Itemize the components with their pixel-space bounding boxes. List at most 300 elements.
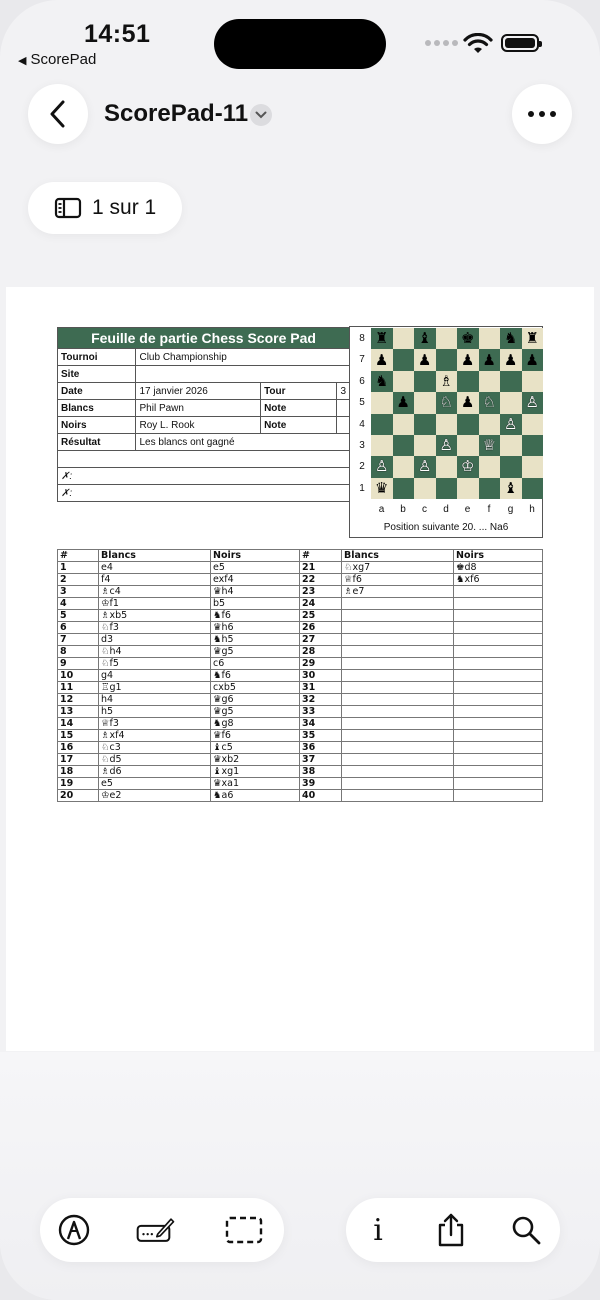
chess-piece: ♚ <box>461 329 475 348</box>
chevron-down-icon <box>255 111 267 119</box>
sidebar-icon <box>54 197 82 219</box>
move-cell <box>342 790 454 802</box>
move-number: 8 <box>58 646 99 658</box>
file-label: d <box>443 504 449 515</box>
move-cell <box>454 658 543 670</box>
chess-piece: ♝ <box>418 329 432 348</box>
wifi-icon <box>463 33 493 55</box>
move-cell: ♛xb2 <box>211 754 300 766</box>
moves-header: Blancs <box>342 550 454 562</box>
move-cell: ♘f5 <box>99 658 211 670</box>
move-cell: ♞g8 <box>211 718 300 730</box>
move-cell <box>342 622 454 634</box>
move-cell: ♕f3 <box>99 718 211 730</box>
board-square-e7 <box>457 349 479 370</box>
move-cell: ♘h4 <box>99 646 211 658</box>
move-row <box>58 634 543 646</box>
move-number: 18 <box>58 766 99 778</box>
move-cell: ♕f6 <box>342 574 454 586</box>
share-icon <box>436 1212 466 1248</box>
move-cell <box>454 742 543 754</box>
markup-pen-icon <box>57 1213 91 1247</box>
board-square-f4 <box>479 414 501 435</box>
move-number: 24 <box>300 598 342 610</box>
info-extra-value <box>337 400 350 417</box>
board-square-d8 <box>436 328 458 349</box>
info-value: Phil Pawn <box>136 400 261 417</box>
board-square-h1 <box>522 478 544 499</box>
moves-header: Noirs <box>211 550 300 562</box>
move-cell <box>342 610 454 622</box>
chess-piece: ♕ <box>482 436 496 455</box>
chess-piece: ♟ <box>418 350 432 369</box>
move-cell: e4 <box>99 562 211 574</box>
move-cell <box>454 718 543 730</box>
back-to-app-link[interactable] <box>18 51 96 68</box>
move-row <box>58 754 543 766</box>
move-cell <box>342 778 454 790</box>
move-cell: ♝c5 <box>211 742 300 754</box>
move-cell: ♞a6 <box>211 790 300 802</box>
file-label: f <box>487 504 491 515</box>
board-square-c8 <box>414 328 436 349</box>
move-cell: b5 <box>211 598 300 610</box>
board-square-d6 <box>436 371 458 392</box>
move-cell <box>454 682 543 694</box>
board-square-e1 <box>457 478 479 499</box>
move-number: 30 <box>300 670 342 682</box>
move-number: 31 <box>300 682 342 694</box>
move-cell: ♛g5 <box>211 706 300 718</box>
board-square-a5 <box>371 392 393 413</box>
board-square-g8 <box>500 328 522 349</box>
move-cell: ♞f6 <box>211 670 300 682</box>
info-label: Date <box>58 383 136 400</box>
move-row <box>58 562 543 574</box>
document-page <box>6 287 594 1051</box>
move-cell: ♛g6 <box>211 694 300 706</box>
move-number: 16 <box>58 742 99 754</box>
move-cell: c6 <box>211 658 300 670</box>
move-cell <box>342 766 454 778</box>
markup-button[interactable] <box>54 1212 94 1248</box>
info-extra-value: 3 <box>337 383 350 400</box>
move-cell <box>454 706 543 718</box>
board-square-c5 <box>414 392 436 413</box>
info-value: Roy L. Rook <box>136 417 261 434</box>
move-cell: f4 <box>99 574 211 586</box>
file-label: e <box>464 504 471 515</box>
select-area-button[interactable] <box>224 1212 264 1248</box>
move-number: 40 <box>300 790 342 802</box>
move-cell <box>342 598 454 610</box>
chess-piece: ♟ <box>461 393 475 412</box>
board-square-d1 <box>436 478 458 499</box>
blank-row <box>58 451 350 468</box>
rank-label: 6 <box>359 375 365 387</box>
move-cell <box>454 730 543 742</box>
move-cell: cxb5 <box>211 682 300 694</box>
move-cell <box>454 694 543 706</box>
move-cell: ♘d5 <box>99 754 211 766</box>
move-cell <box>454 646 543 658</box>
board-square-h3 <box>522 435 544 456</box>
back-button[interactable] <box>28 84 88 144</box>
move-row <box>58 706 543 718</box>
move-cell: ♘xg7 <box>342 562 454 574</box>
back-triangle-icon: ◀ <box>18 55 27 67</box>
move-number: 35 <box>300 730 342 742</box>
move-cell: ♗xf4 <box>99 730 211 742</box>
file-label: g <box>507 504 514 515</box>
move-number: 23 <box>300 586 342 598</box>
rank-label: 4 <box>359 418 365 430</box>
board-square-a4 <box>371 414 393 435</box>
board-square-d5 <box>436 392 458 413</box>
move-row <box>58 682 543 694</box>
chess-board <box>371 328 543 499</box>
board-square-d7 <box>436 349 458 370</box>
info-value: Les blancs ont gagné <box>136 434 350 451</box>
select-area-icon <box>225 1215 263 1245</box>
board-square-e6 <box>457 371 479 392</box>
board-square-g6 <box>500 371 522 392</box>
move-cell: ♗xb5 <box>99 610 211 622</box>
board-square-g3 <box>500 435 522 456</box>
move-cell <box>454 766 543 778</box>
move-cell: h4 <box>99 694 211 706</box>
rank-label: 3 <box>359 440 365 451</box>
move-cell: e5 <box>99 778 211 790</box>
info-label: Résultat <box>58 434 136 451</box>
move-row <box>58 610 543 622</box>
rank-label: 8 <box>359 333 365 344</box>
signature-button[interactable] <box>136 1212 176 1248</box>
move-row <box>58 658 543 670</box>
move-row <box>58 766 543 778</box>
move-cell <box>454 778 543 790</box>
more-button[interactable] <box>512 84 572 144</box>
rank-label: 5 <box>359 397 365 409</box>
chess-piece: ♝ <box>504 478 518 497</box>
move-cell: ♗d6 <box>99 766 211 778</box>
info-extra-label: Note <box>261 417 337 434</box>
board-square-e4 <box>457 414 479 435</box>
move-number: 6 <box>58 622 99 634</box>
board-square-e5 <box>457 392 479 413</box>
battery-icon <box>501 34 539 52</box>
board-square-d4 <box>436 414 458 435</box>
move-cell: ♔e2 <box>99 790 211 802</box>
chess-piece: ♟ <box>375 350 389 369</box>
move-cell: g4 <box>99 670 211 682</box>
move-number: 14 <box>58 718 99 730</box>
board-square-f6 <box>479 371 501 392</box>
moves-header: Blancs <box>99 550 211 562</box>
board-square-c4 <box>414 414 436 435</box>
board-square-a7 <box>371 349 393 370</box>
move-cell <box>342 634 454 646</box>
move-number: 10 <box>58 670 99 682</box>
move-row <box>58 670 543 682</box>
info-icon: i <box>373 1212 383 1248</box>
info-value: Club Championship <box>136 349 350 366</box>
info-label: Tournoi <box>58 349 136 366</box>
moves-table <box>57 549 543 802</box>
chess-piece: ♔ <box>461 457 475 476</box>
moves-header: # <box>300 550 342 562</box>
move-number: 20 <box>58 790 99 802</box>
move-cell <box>454 622 543 634</box>
status-time: 14:51 <box>84 20 151 48</box>
move-cell <box>454 790 543 802</box>
info-value <box>136 366 350 383</box>
board-square-h2 <box>522 456 544 477</box>
move-cell <box>342 682 454 694</box>
info-extra-value <box>337 417 350 434</box>
move-cell: ♔f1 <box>99 598 211 610</box>
board-square-g4 <box>500 414 522 435</box>
move-cell <box>454 634 543 646</box>
board-square-c6 <box>414 371 436 392</box>
board-square-c7 <box>414 349 436 370</box>
chess-piece: ♙ <box>418 457 432 476</box>
board-square-b2 <box>393 456 415 477</box>
move-cell: ♞h5 <box>211 634 300 646</box>
move-row <box>58 730 543 742</box>
move-number: 39 <box>300 778 342 790</box>
board-square-c3 <box>414 435 436 456</box>
board-square-d3 <box>436 435 458 456</box>
chess-piece: ♘ <box>439 393 453 412</box>
move-cell: ♛xa1 <box>211 778 300 790</box>
game-info-table <box>57 327 350 502</box>
move-number: 5 <box>58 610 99 622</box>
move-number: 22 <box>300 574 342 586</box>
board-square-f5 <box>479 392 501 413</box>
chess-piece: ♗ <box>439 371 453 390</box>
rank-label: 7 <box>359 354 365 366</box>
move-number: 25 <box>300 610 342 622</box>
move-cell: d3 <box>99 634 211 646</box>
sheet-title: Feuille de partie Chess Score Pad <box>58 328 350 349</box>
move-number: 2 <box>58 574 99 586</box>
page-indicator-label: 1 sur 1 <box>92 196 157 219</box>
info-extra-label: Note <box>261 400 337 417</box>
board-square-d2 <box>436 456 458 477</box>
chess-piece: ♙ <box>525 393 539 412</box>
moves-body <box>58 562 543 802</box>
toolbar-area <box>0 1052 600 1300</box>
move-cell: h5 <box>99 706 211 718</box>
move-cell <box>342 646 454 658</box>
board-square-a8 <box>371 328 393 349</box>
move-row <box>58 646 543 658</box>
signature-line: ✗: <box>58 468 350 485</box>
board-square-g7 <box>500 349 522 370</box>
info-label: Blancs <box>58 400 136 417</box>
board-square-h4 <box>522 414 544 435</box>
move-number: 28 <box>300 646 342 658</box>
move-number: 29 <box>300 658 342 670</box>
move-number: 3 <box>58 586 99 598</box>
move-cell <box>342 694 454 706</box>
chess-piece: ♛ <box>375 478 389 497</box>
move-number: 38 <box>300 766 342 778</box>
board-square-b1 <box>393 478 415 499</box>
move-row <box>58 622 543 634</box>
board-square-b4 <box>393 414 415 435</box>
info-value: 17 janvier 2026 <box>136 383 261 400</box>
moves-header: Noirs <box>454 550 543 562</box>
move-number: 15 <box>58 730 99 742</box>
board-square-g2 <box>500 456 522 477</box>
board-square-a1 <box>371 478 393 499</box>
rank-label: 1 <box>359 482 365 494</box>
move-cell <box>342 754 454 766</box>
move-number: 36 <box>300 742 342 754</box>
chess-piece: ♙ <box>504 414 518 433</box>
board-square-b6 <box>393 371 415 392</box>
move-row <box>58 778 543 790</box>
move-cell: ♗e7 <box>342 586 454 598</box>
board-square-g5 <box>500 392 522 413</box>
chess-piece: ♙ <box>439 436 453 455</box>
board-square-c2 <box>414 456 436 477</box>
chess-piece: ♟ <box>504 350 518 369</box>
share-button[interactable] <box>431 1212 471 1248</box>
board-square-h8 <box>522 328 544 349</box>
move-number: 4 <box>58 598 99 610</box>
board-square-h5 <box>522 392 544 413</box>
move-cell: ♛f6 <box>211 730 300 742</box>
move-cell <box>454 598 543 610</box>
info-extra-label: Tour <box>261 383 337 400</box>
board-square-e2 <box>457 456 479 477</box>
signature-line: ✗: <box>58 485 350 502</box>
move-number: 1 <box>58 562 99 574</box>
chess-piece: ♞ <box>375 371 389 390</box>
move-cell <box>342 742 454 754</box>
move-row <box>58 598 543 610</box>
move-number: 17 <box>58 754 99 766</box>
file-label: h <box>529 504 535 515</box>
move-cell: ♘c3 <box>99 742 211 754</box>
move-cell: exf4 <box>211 574 300 586</box>
move-cell <box>454 670 543 682</box>
board-square-b3 <box>393 435 415 456</box>
info-label: Site <box>58 366 136 383</box>
move-cell: ♛g5 <box>211 646 300 658</box>
moves-header: # <box>58 550 99 562</box>
move-cell <box>342 718 454 730</box>
document-title[interactable]: ScorePad-11 <box>104 100 249 127</box>
move-cell: ♚d8 <box>454 562 543 574</box>
move-cell <box>342 730 454 742</box>
signature-icon <box>136 1213 176 1247</box>
chess-piece: ♟ <box>461 350 475 369</box>
chess-piece: ♟ <box>482 350 496 369</box>
move-number: 19 <box>58 778 99 790</box>
move-number: 34 <box>300 718 342 730</box>
move-cell: ♞xf6 <box>454 574 543 586</box>
file-label: c <box>422 504 427 515</box>
board-square-a3 <box>371 435 393 456</box>
move-number: 33 <box>300 706 342 718</box>
move-row <box>58 586 543 598</box>
move-cell: e5 <box>211 562 300 574</box>
board-square-f3 <box>479 435 501 456</box>
move-cell: ♛h6 <box>211 622 300 634</box>
board-square-e3 <box>457 435 479 456</box>
board-square-b8 <box>393 328 415 349</box>
back-app-label: ScorePad <box>30 51 97 68</box>
info-button[interactable] <box>358 1212 398 1248</box>
move-cell <box>454 610 543 622</box>
file-label: a <box>378 504 385 515</box>
move-number: 21 <box>300 562 342 574</box>
move-cell <box>342 706 454 718</box>
board-square-a6 <box>371 371 393 392</box>
board-square-f2 <box>479 456 501 477</box>
move-number: 12 <box>58 694 99 706</box>
move-cell: ♖g1 <box>99 682 211 694</box>
move-cell: ♞f6 <box>211 610 300 622</box>
cellular-signal-icon <box>425 40 458 46</box>
move-number: 26 <box>300 622 342 634</box>
chess-piece: ♟ <box>525 350 539 369</box>
search-button[interactable] <box>506 1212 546 1248</box>
search-icon <box>510 1214 542 1246</box>
move-number: 27 <box>300 634 342 646</box>
move-cell <box>454 754 543 766</box>
title-menu-button[interactable] <box>250 104 272 126</box>
move-row <box>58 694 543 706</box>
file-label: b <box>400 504 406 515</box>
move-cell: ♗c4 <box>99 586 211 598</box>
move-cell <box>342 670 454 682</box>
move-number: 37 <box>300 754 342 766</box>
move-cell <box>342 658 454 670</box>
move-number: 7 <box>58 634 99 646</box>
chess-piece: ♘ <box>482 393 496 412</box>
board-caption: Position suivante 20. ... Na6 <box>383 522 509 533</box>
move-row <box>58 574 543 586</box>
move-number: 32 <box>300 694 342 706</box>
move-number: 11 <box>58 682 99 694</box>
rank-label: 2 <box>359 461 365 473</box>
move-cell: ♘f3 <box>99 622 211 634</box>
move-number: 9 <box>58 658 99 670</box>
chevron-left-icon <box>48 99 68 129</box>
board-square-e8 <box>457 328 479 349</box>
board-square-h7 <box>522 349 544 370</box>
page-indicator-button[interactable] <box>28 182 182 234</box>
chess-piece: ♙ <box>375 457 389 476</box>
board-square-a2 <box>371 456 393 477</box>
move-row <box>58 742 543 754</box>
move-row <box>58 718 543 730</box>
board-square-b5 <box>393 392 415 413</box>
board-square-f8 <box>479 328 501 349</box>
board-square-g1 <box>500 478 522 499</box>
board-square-b7 <box>393 349 415 370</box>
board-square-f7 <box>479 349 501 370</box>
board-square-c1 <box>414 478 436 499</box>
move-row <box>58 790 543 802</box>
chess-piece: ♞ <box>504 329 518 348</box>
chess-diagram <box>349 326 543 538</box>
